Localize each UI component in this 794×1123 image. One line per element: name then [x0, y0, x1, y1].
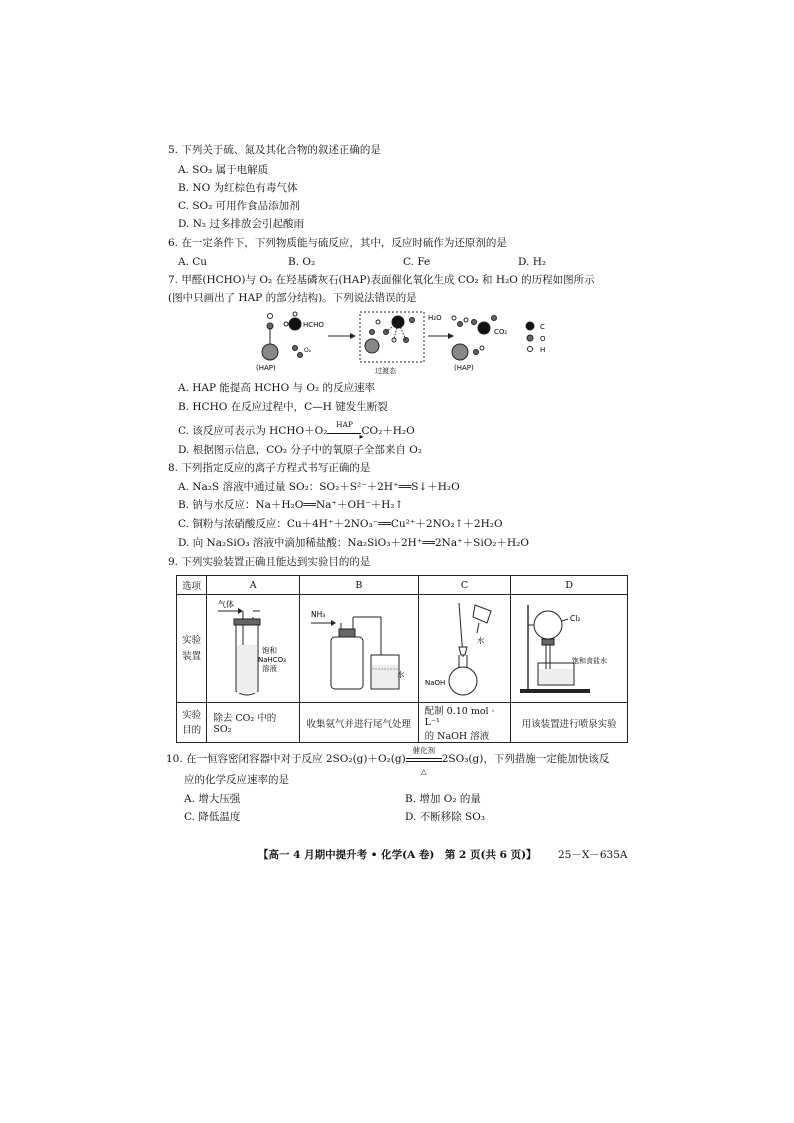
- q6-option-c: C. Fe: [403, 256, 431, 268]
- q10-option-b: B. 增加 O₂ 的量: [405, 793, 481, 805]
- hap-sphere-icon: [262, 344, 278, 360]
- q10-option-c: C. 降低温度: [184, 811, 241, 823]
- page-footer-title: 【高一 4 月期中提升考 • 化学(A 卷) 第 2 页(共 6 页)】: [258, 849, 537, 861]
- q10-option-a: A. 增大压强: [184, 793, 241, 805]
- q8-option-d: D. 向 Na₂SiO₃ 溶液中滴加稀盐酸：Na₂SiO₃＋2H⁺══2Na⁺＋SiO₂＋H₂O: [178, 537, 529, 549]
- label-b-nh3: NH₃: [310, 610, 326, 619]
- label-c-water: 水: [477, 636, 485, 645]
- q6-option-b: B. O₂: [288, 256, 316, 268]
- table-header-option: 选项: [177, 576, 207, 595]
- q7-option-a: A. HAP 能提高 HCHO 与 O₂ 的反应速率: [178, 382, 376, 394]
- table-header-b: B: [299, 576, 418, 595]
- purpose-b: 收集氨气并进行尾气处理: [299, 703, 418, 743]
- legend-h: H: [540, 346, 546, 354]
- q6-option-a: A. Cu: [178, 256, 208, 268]
- q10-stem-line2: 应的化学反应速率的是: [184, 774, 289, 786]
- label-d-cl2: Cl₂: [570, 614, 581, 623]
- label-b-water: 水: [396, 670, 405, 679]
- table-header-c: C: [418, 576, 511, 595]
- q5-option-b: B. NO 为红棕色有毒气体: [178, 182, 298, 194]
- purpose-c: 配制 0.10 mol · L⁻¹ 的 NaOH 溶液: [418, 703, 511, 743]
- label-d-brine: 饱和食盐水: [572, 657, 608, 665]
- q5-option-a: A. SO₃ 属于电解质: [178, 164, 269, 176]
- q8-stem: 8. 下列指定反应的离子方程式书写正确的是: [168, 462, 371, 474]
- row-label-device: 实验装置: [177, 595, 207, 703]
- q9-table: [176, 575, 628, 743]
- co2-label: CO₂: [494, 328, 508, 336]
- q10-option-d: D. 不断移除 SO₃: [405, 811, 486, 823]
- q7-stem-line1: 7. 甲醛(HCHO)与 O₂ 在羟基磷灰石(HAP)表面催化氧化生成 CO₂ 和 H₂O 的历程如图所示: [168, 274, 595, 286]
- purpose-a: 除去 CO₂ 中的 SO₂: [207, 703, 300, 743]
- q9-stem: 9. 下列实验装置正确且能达到实验目的的是: [168, 556, 371, 568]
- catalyst-label: HAP: [335, 420, 353, 429]
- q6-option-d: D. H₂: [518, 256, 547, 268]
- table-header-a: A: [207, 576, 300, 595]
- q7-option-b: B. HCHO 在反应过程中，C—H 键发生断裂: [178, 401, 388, 413]
- hcho-label: HCHO: [303, 321, 324, 329]
- apparatus-c-icon: [419, 595, 509, 699]
- q8-option-c: C. 铜粉与浓硝酸反应：Cu＋4H⁺＋2NO₃⁻══Cu²⁺＋2NO₂↑＋2H₂O: [178, 518, 503, 530]
- h2o-label: H₂O: [428, 314, 442, 322]
- table-header-d: D: [511, 576, 628, 595]
- label-c-naoh: NaOH: [425, 679, 446, 687]
- q7-option-c-post: CO₂＋H₂O: [361, 425, 415, 437]
- hap-label-left: (HAP): [256, 364, 276, 372]
- label-a-sat1: 饱和: [262, 646, 278, 655]
- apparatus-b-icon: [301, 595, 417, 699]
- legend-o: O: [540, 335, 546, 343]
- q8-option-a: A. Na₂S 溶液中通过量 SO₂：SO₂＋S²⁻＋2H⁺══S↓＋H₂O: [178, 481, 460, 493]
- o2-label: O₂: [304, 347, 312, 354]
- q7-option-c: [178, 420, 415, 441]
- reaction-mechanism-diagram: [248, 308, 568, 380]
- transition-state-label: 过渡态: [375, 367, 396, 375]
- label-a-sat2: NaHCO₃: [258, 656, 287, 664]
- equilibrium-arrow: 催化剂 △: [406, 753, 442, 762]
- q5-option-c: C. SO₂ 可用作食品添加剂: [178, 200, 300, 212]
- q5-stem: 5. 下列关于硫、氮及其化合物的叙述正确的是: [168, 144, 381, 156]
- q7-option-d: D. 根据图示信息，CO₂ 分子中的氧原子全部来自 O₂: [178, 444, 423, 456]
- q5-option-d: D. N₂ 过多排放会引起酸雨: [178, 218, 304, 230]
- page-footer-code: 25－X－635A: [558, 849, 628, 861]
- catalyst-arrow: HAP ▸: [327, 426, 361, 434]
- q10-stem: 10. 在一恒容密闭容器中对于反应 2SO₂(g)＋O₂(g) 催化剂 △ 2SO₃(g)，下列措施一定能加快该反: [166, 746, 610, 776]
- label-a-gas: 气体: [218, 600, 235, 609]
- apparatus-a-icon: [208, 595, 298, 699]
- row-label-purpose: 实验目的: [177, 703, 207, 743]
- hap-label-right: (HAP): [454, 364, 474, 372]
- legend-c: C: [540, 323, 545, 331]
- purpose-d: 用该装置进行喷泉实验: [511, 703, 628, 743]
- q7-option-c-pre: C. 该反应可表示为 HCHO＋O₂: [178, 425, 328, 437]
- q6-stem: 6. 在一定条件下，下列物质能与硫反应，其中，反应时硫作为还原剂的是: [168, 237, 507, 249]
- q7-stem-line2: (图中只画出了 HAP 的部分结构)。下列说法错误的是: [168, 292, 417, 304]
- label-a-sat3: 溶液: [262, 664, 278, 673]
- apparatus-d-icon: [512, 595, 626, 699]
- q8-option-b: B. 钠与水反应：Na＋H₂O══Na⁺＋OH⁻＋H₂↑: [178, 499, 404, 511]
